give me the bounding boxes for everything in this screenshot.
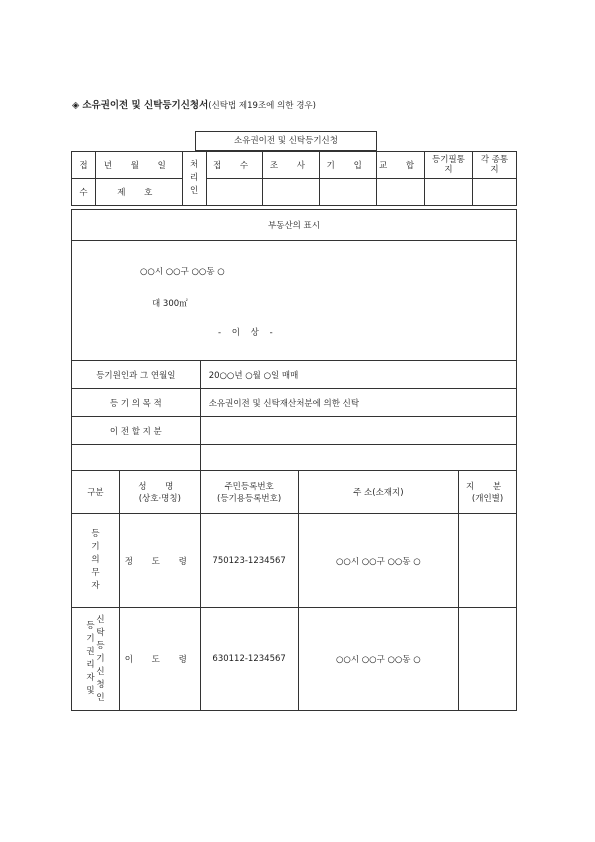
blank-value bbox=[200, 445, 516, 471]
form-subtitle: (신탁법 제19조에 의한 경우) bbox=[208, 101, 316, 111]
receipt-col-josa: 조 사 bbox=[263, 152, 320, 179]
obligee-share bbox=[459, 608, 517, 711]
receipt-cell-josa bbox=[263, 179, 320, 206]
property-section-header: 부동산의 표시 bbox=[72, 210, 517, 241]
receipt-table bbox=[71, 151, 517, 206]
diamond-bullet-icon: ◈ bbox=[72, 100, 80, 111]
obligee-address: ○○시 ○○구 ○○동 ○ bbox=[298, 608, 459, 711]
form-title: 소유권이전 및 신탁등기신청서 bbox=[82, 100, 209, 111]
processor-label: 처리인 bbox=[182, 152, 206, 206]
property-land: 대 300㎡ bbox=[152, 299, 188, 309]
property-address: ○○시 ○○구 ○○동 ○ bbox=[140, 267, 225, 277]
receipt-col-various-notice: 각 종통 지 bbox=[472, 152, 516, 179]
parties-header-name: 성 명 (상호·명칭) bbox=[119, 471, 200, 514]
obligee-name: 이 도 령 bbox=[119, 608, 200, 711]
obligor-label: 등기의무자 bbox=[72, 514, 120, 608]
obligee-id: 630112-1234567 bbox=[200, 608, 298, 711]
cause-value: 20○○년 ○월 ○일 매매 bbox=[200, 361, 516, 389]
parties-header-id: 주민등록번호 (등기용등록번호) bbox=[200, 471, 298, 514]
receipt-number-label: 제 호 bbox=[95, 179, 182, 206]
obligor-share bbox=[459, 514, 517, 608]
property-end-mark: - 이 상 - bbox=[218, 328, 277, 338]
receipt-col-completion-notice: 등기필통 지 bbox=[425, 152, 473, 179]
property-description bbox=[72, 241, 517, 361]
receipt-cell-completion-notice bbox=[425, 179, 473, 206]
obligor-name: 정 도 령 bbox=[119, 514, 200, 608]
blank-label bbox=[72, 445, 201, 471]
receipt-su-label: 수 bbox=[72, 179, 96, 206]
receipt-col-gyohap: 교 합 bbox=[377, 152, 425, 179]
obligor-id: 750123-1234567 bbox=[200, 514, 298, 608]
transfer-share-label: 이 전 할 지 분 bbox=[72, 417, 201, 445]
purpose-label: 등 기 의 목 적 bbox=[72, 389, 201, 417]
receipt-jeop-label: 접 bbox=[72, 152, 96, 179]
purpose-value: 소유권이전 및 신탁재산처분에 의한 신탁 bbox=[200, 389, 516, 417]
application-main-table bbox=[71, 209, 517, 711]
obligee-label: 등기권리자및신탁등기신청인 bbox=[72, 608, 120, 711]
cause-label: 등기원인과 그 연월일 bbox=[72, 361, 201, 389]
obligor-address: ○○시 ○○구 ○○동 ○ bbox=[298, 514, 459, 608]
receipt-cell-gyohap bbox=[377, 179, 425, 206]
parties-header-address: 주 소(소재지) bbox=[298, 471, 459, 514]
parties-header-division: 구분 bbox=[72, 471, 120, 514]
receipt-date-label: 년 월 일 bbox=[95, 152, 182, 179]
receipt-cell-jeopsu bbox=[206, 179, 263, 206]
receipt-cell-various-notice bbox=[472, 179, 516, 206]
receipt-col-jeopsu: 접 수 bbox=[206, 152, 263, 179]
receipt-col-giip: 기 입 bbox=[320, 152, 377, 179]
receipt-cell-giip bbox=[320, 179, 377, 206]
transfer-share-value bbox=[200, 417, 516, 445]
form-heading bbox=[72, 97, 316, 111]
application-type-box: 소유권이전 및 신탁등기신청 bbox=[195, 131, 377, 151]
parties-header-share: 지 분 (개인별) bbox=[459, 471, 517, 514]
